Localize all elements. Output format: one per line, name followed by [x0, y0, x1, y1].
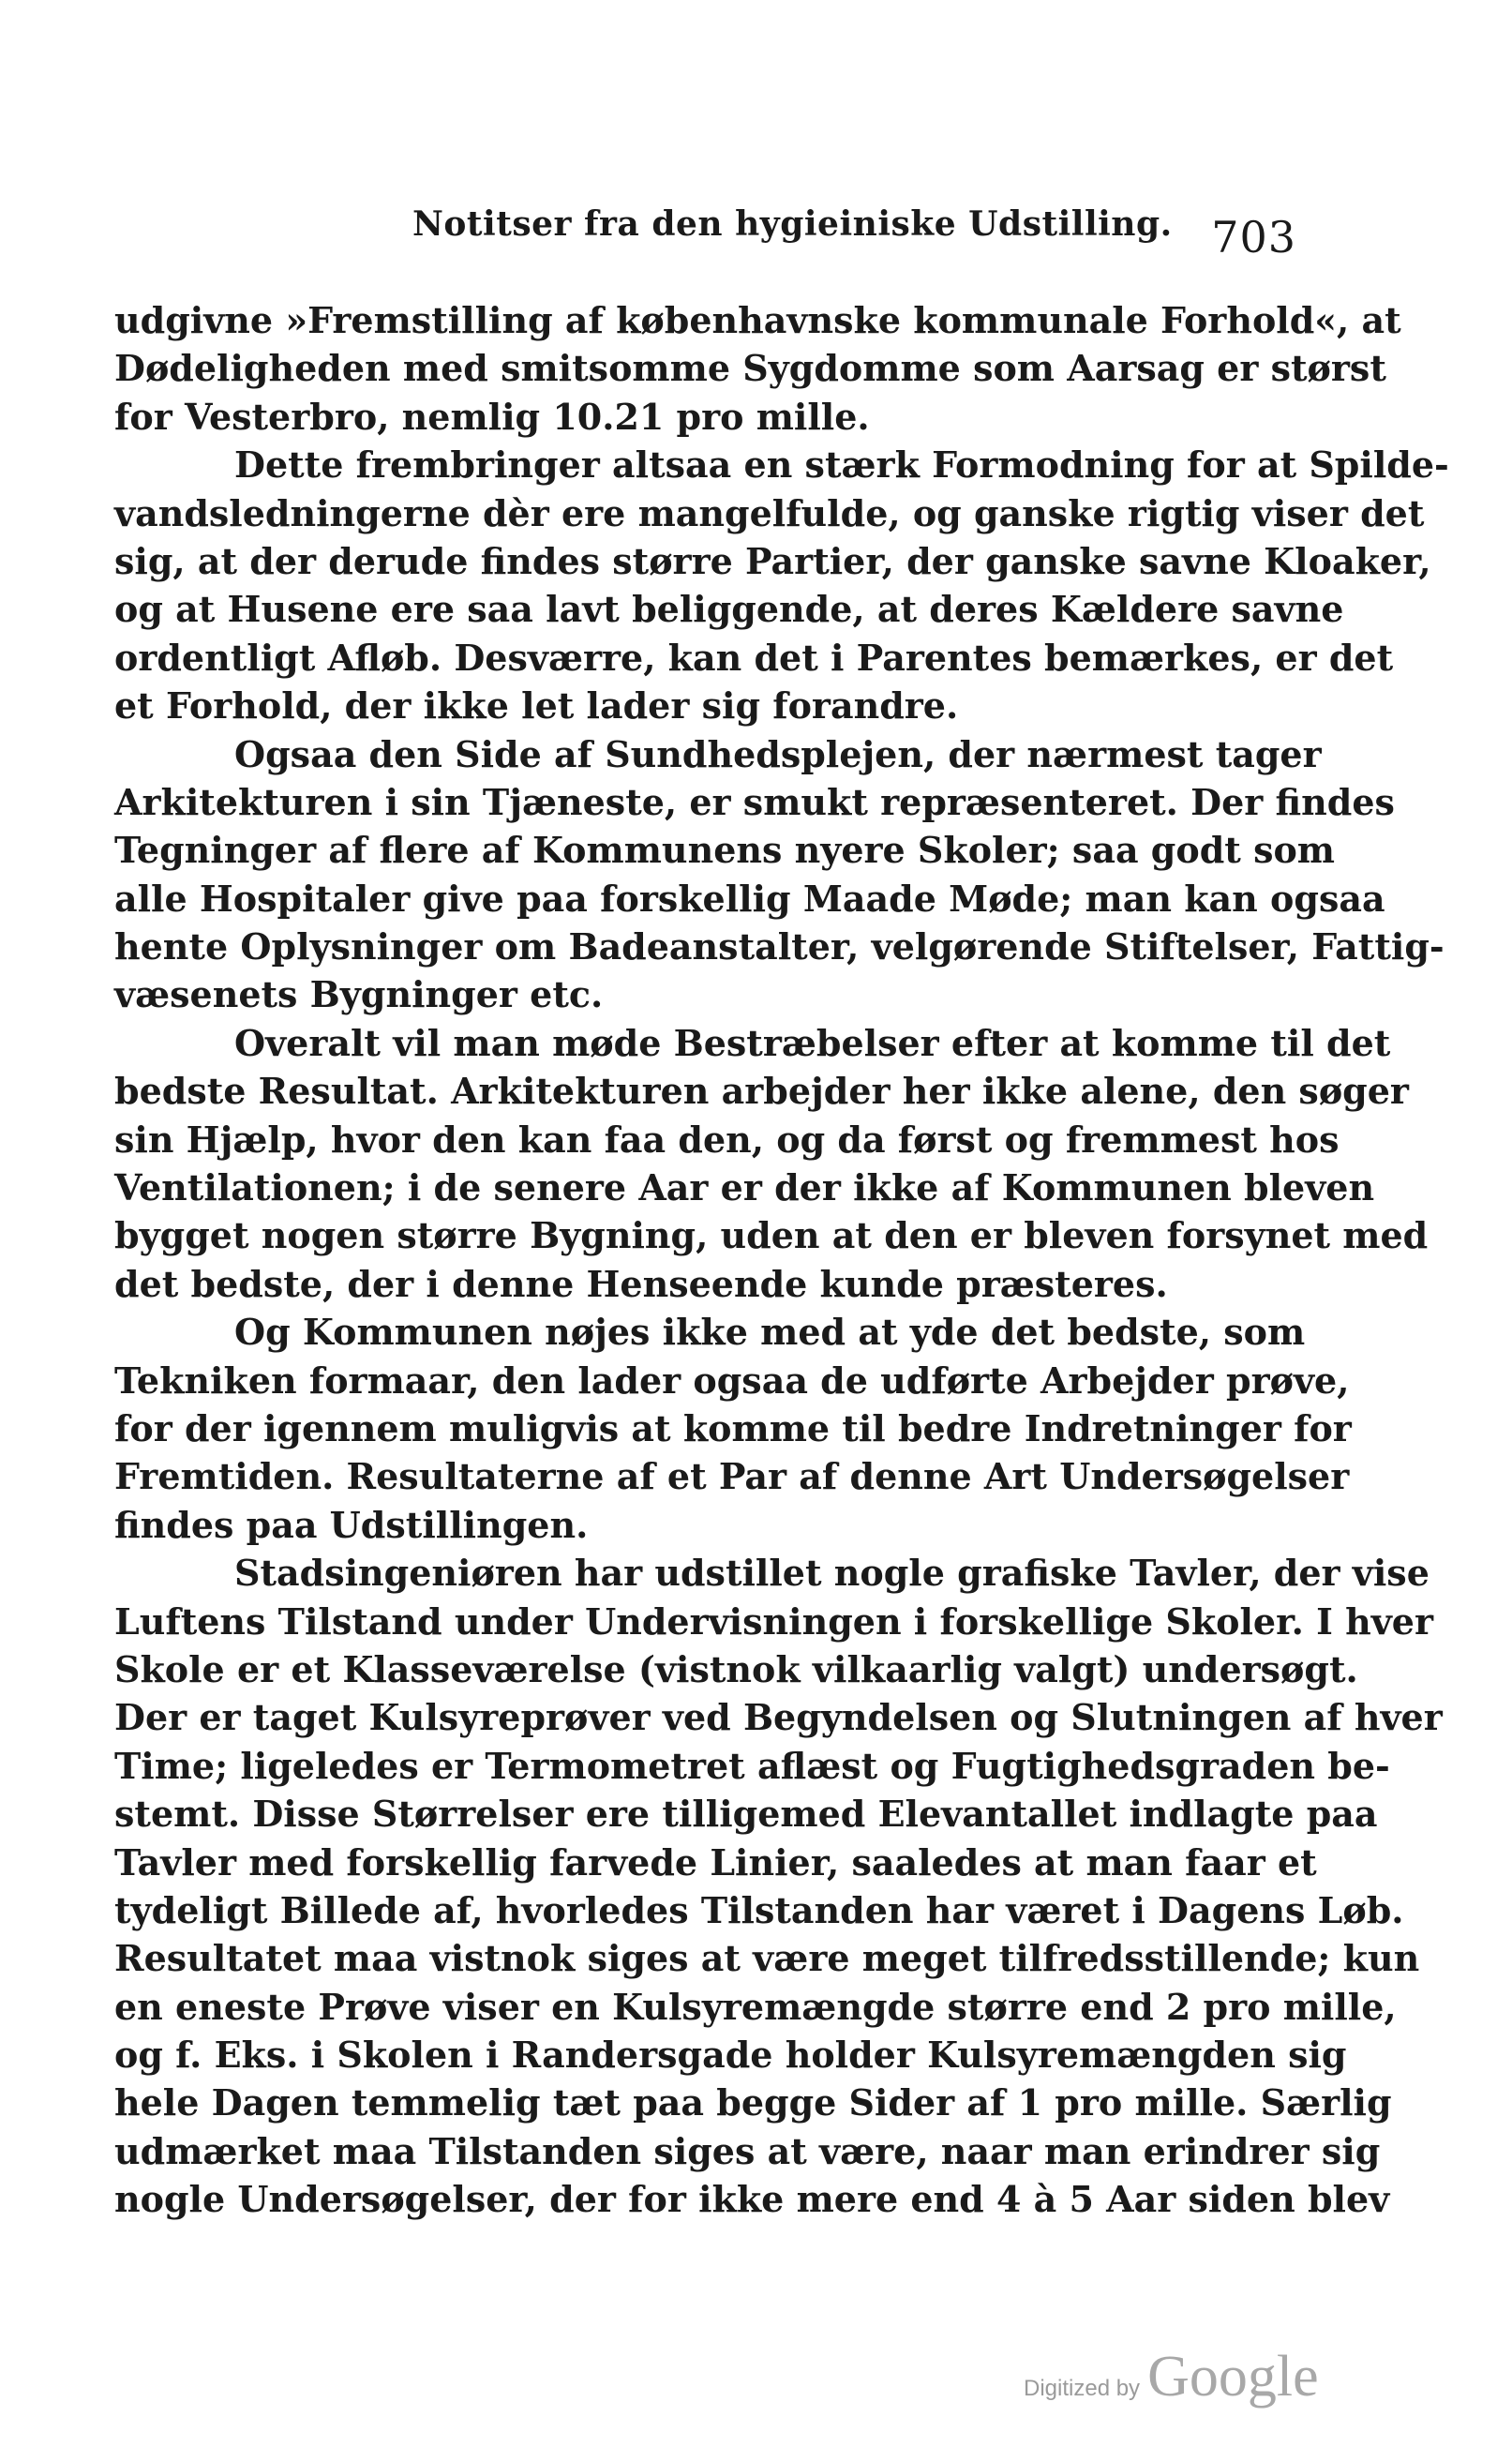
text-line: sin Hjælp, hvor den kan faa den, og da først og fremmest hos [114, 1118, 1340, 1161]
text-line: Dette frembringer altsaa en stærk Formodning for at Spilde- [234, 443, 1449, 487]
paragraph [114, 1549, 1443, 2223]
text-line: væsenets Bygninger etc. [114, 973, 604, 1016]
text-line: nogle Undersøgelser, der for ikke mere end 4 à 5 Aar siden blev [114, 2178, 1390, 2221]
google-logo: Google [1147, 2345, 1319, 2409]
text-line: Overalt vil man møde Bestræbelser efter at komme til det [234, 1021, 1391, 1064]
text-line: Tegninger af flere af Kommunens nyere Skoler; saa godt som [114, 829, 1336, 872]
text-line: udmærket maa Tilstanden siges at være, naar man erindrer sig [114, 2129, 1381, 2172]
text-line: ordentligt Afløb. Desværre, kan det i Parentes bemærkes, er det [114, 636, 1394, 679]
digitized-by-google-watermark [1024, 2344, 1319, 2410]
text-line: Og Kommunen nøjes ikke med at yde det bedste, som [234, 1311, 1306, 1354]
text-line: sig, at der derude findes større Partier, der ganske savne Kloaker, [114, 539, 1431, 582]
text-line: findes paa Udstillingen. [114, 1503, 589, 1546]
text-line: en eneste Prøve viser en Kulsyremængde større end 2 pro mille, [114, 1985, 1397, 2028]
text-line: udgivne »Fremstilling af københavnske kommunale Forhold«, at [114, 299, 1401, 341]
text-line: stemt. Disse Størrelser ere tilligemed Elevantallet indlagte paa [114, 1793, 1378, 1836]
paragraph [114, 1308, 1352, 1549]
text-line: Luftens Tilstand under Undervisningen i forskellige Skoler. I hver [114, 1599, 1434, 1643]
text-line: tydeligt Billede af, hvorledes Tilstanden har været i Dagens Løb. [114, 1888, 1404, 1931]
running-title: Notitser fra den hygieiniske Udstilling. [412, 204, 1173, 244]
text-line: bedste Resultat. Arkitekturen arbejder her ikke alene, den søger [114, 1070, 1409, 1113]
page-number: 703 [1211, 212, 1296, 263]
text-line: alle Hospitaler give paa forskellig Maade Møde; man kan ogsaa [114, 877, 1385, 920]
text-line: Ogsaa den Side af Sundhedsplejen, der nærmest tager [234, 732, 1322, 775]
text-line: Skole er et Klasseværelse (vistnok vilkaarlig valgt) undersøgt. [114, 1647, 1358, 1690]
text-line: hele Dagen temmelig tæt paa begge Sider af 1 pro mille. Særlig [114, 2081, 1392, 2124]
text-line: og f. Eks. i Skolen i Randersgade holder Kulsyremængden sig [114, 2034, 1347, 2077]
body-text [114, 296, 1449, 2224]
text-line: for der igennem muligvis at komme til bedre Indretninger for [114, 1406, 1352, 1449]
digitized-label: Digitized by [1024, 2376, 1141, 2401]
text-line: og at Husene ere saa lavt beliggende, at deres Kældere savne [114, 588, 1344, 631]
text-line: for Vesterbro, nemlig 10.21 pro mille. [114, 395, 870, 438]
text-line: Tavler med forskellig farvede Linier, saaledes at man faar et [114, 1840, 1317, 1884]
text-line: bygget nogen større Bygning, uden at den er bleven forsynet med [114, 1214, 1429, 1257]
text-line: Arkitekturen i sin Tjæneste, er smukt repræsenteret. Der findes [114, 780, 1395, 823]
text-line: Stadsingeniøren har udstillet nogle grafiske Tavler, der vise [234, 1552, 1430, 1595]
text-line: Tekniken formaar, den lader ogsaa de udførte Arbejder prøve, [114, 1359, 1350, 1402]
paragraph [114, 296, 1401, 441]
text-line: Fremtiden. Resultaterne af et Par af denne Art Undersøgelser [114, 1455, 1350, 1498]
text-line: Ventilationen; i de senere Aar er der ikke af Kommunen bleven [114, 1166, 1375, 1209]
text-line: Der er taget Kulsyreprøver ved Begyndelsen og Slutningen af hver [114, 1696, 1443, 1739]
text-line: et Forhold, der ikke let lader sig forandre. [114, 684, 959, 728]
text-line: det bedste, der i denne Henseende kunde præsteres. [114, 1262, 1168, 1305]
text-line: Resultatet maa vistnok siges at være meget tilfredsstillende; kun [114, 1937, 1420, 1980]
text-line: Dødeligheden med smitsomme Sygdomme som Aarsag er størst [114, 347, 1386, 390]
paragraph [114, 1019, 1429, 1308]
text-line: vandsledningerne dèr ere mangelfulde, og ganske rigtig viser det [114, 491, 1425, 534]
text-line: hente Oplysninger om Badeanstalter, velgørende Stiftelser, Fattig- [114, 925, 1445, 968]
paragraph [114, 730, 1445, 1019]
text-line: Time; ligeledes er Termometret aflæst og Fugtighedsgraden be- [114, 1744, 1390, 1787]
paragraph [114, 441, 1449, 729]
